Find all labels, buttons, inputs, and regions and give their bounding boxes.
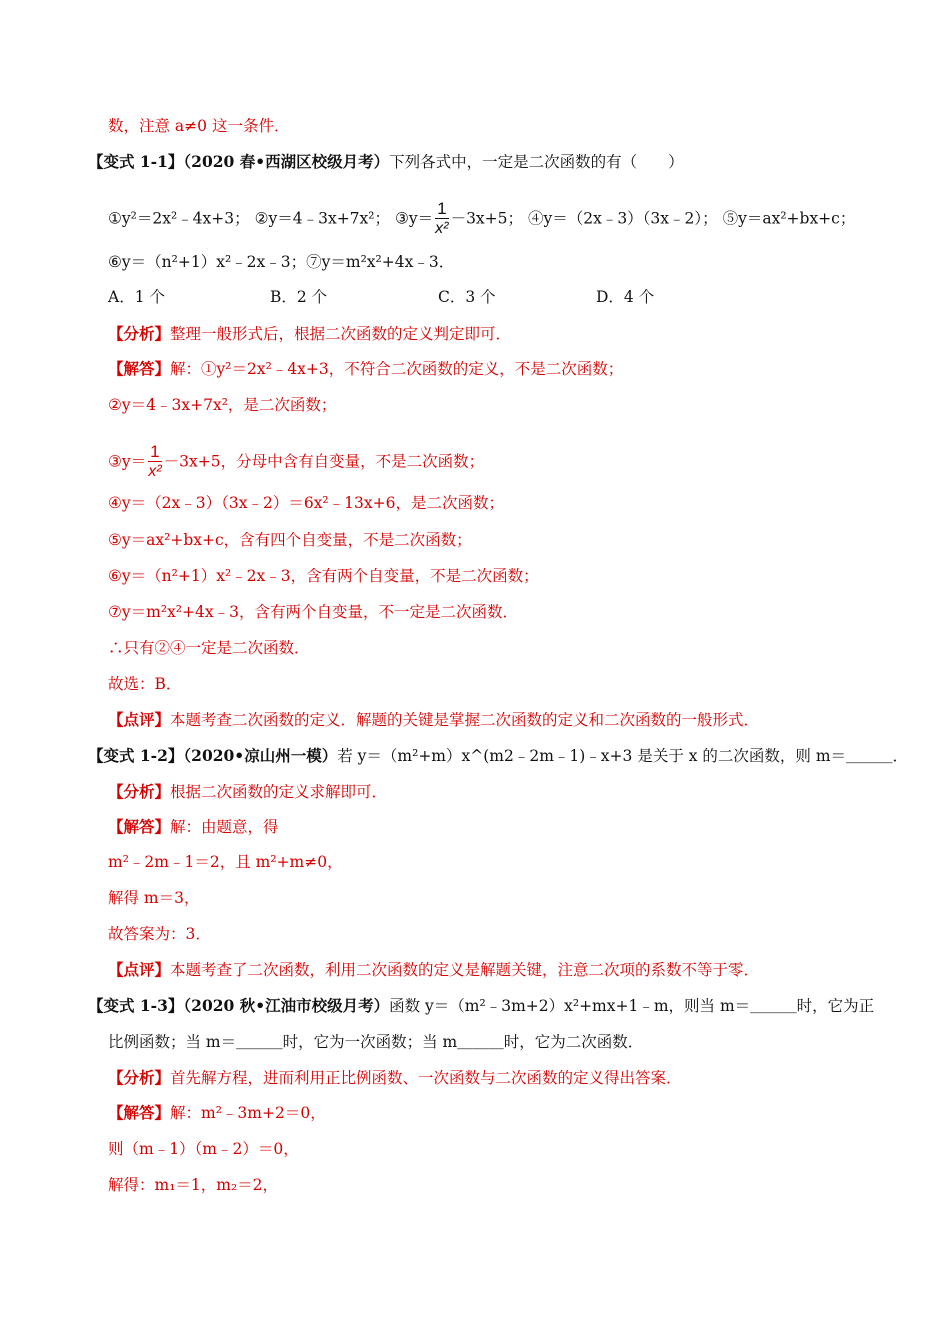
v12-comment: 【点评】本题考查了二次函数，利用二次函数的定义是解题关键，注意二次项的系数不等于零． xyxy=(108,960,760,979)
v11-f1: ①y²＝2x²﹣4x+3； xyxy=(108,209,250,228)
v13-source: （2020 秋•江油市校级月考） xyxy=(183,996,390,1015)
v12-step-3: 故答案为：3． xyxy=(108,925,211,943)
v11-f2: ②y＝4﹣3x+7x²； xyxy=(254,209,390,228)
v12-analysis: 【分析】根据二次函数的定义求解即可． xyxy=(108,782,388,801)
v11-formulas-line1 xyxy=(108,200,855,239)
v11-formulas-line2: ⑥y＝（n²+1）x²﹣2x﹣3；⑦y＝m²x²+4x﹣3． xyxy=(108,253,455,271)
v11-f3-fraction: $\frac{1}{\text{x²}}$ xyxy=(435,199,449,237)
v13-stem-2: 比例函数；当 m＝＿＿＿时，它为一次函数；当 m＿＿＿时，它为二次函数． xyxy=(108,1033,644,1051)
v11-option-d: D．4 个 xyxy=(596,288,655,306)
top-note: 数，注意 a≠0 这一条件． xyxy=(108,117,290,135)
v11-answer-line1: 【解答】解：①y²＝2x²﹣4x+3，不符合二次函数的定义，不是二次函数； xyxy=(108,359,624,378)
v11-tag: 【变式 1-1】 xyxy=(88,152,184,171)
v11-comment: 【点评】本题考查二次函数的定义．解题的关键是掌握二次函数的定义和二次函数的一般形式． xyxy=(108,710,760,729)
v12-answer: 【解答】解：由题意，得 xyxy=(108,817,279,836)
v11-analysis: 【分析】整理一般形式后，根据二次函数的定义判定即可． xyxy=(108,324,512,343)
v13-header xyxy=(88,996,874,1016)
v13-stem-1: 函数 y＝（m²﹣3m+2）x²+mx+1﹣m，则当 m＝＿＿＿时，它为正 xyxy=(389,997,875,1015)
v13-answer: 【解答】解：m²﹣3m+2＝0， xyxy=(108,1103,326,1122)
v12-stem: 若 y＝（m²+m）x^(m2﹣2m﹣1)﹣x+3 是关于 x 的二次函数，则 m＝＿＿＿． xyxy=(337,747,909,765)
v12-step-2: 解得 m＝3， xyxy=(108,889,200,907)
v11-answer-3: ③y＝ $\frac{1}{\text{x²}}$ －3x+5，分母中含有自变量，不是二次函数； xyxy=(108,442,485,480)
v13-step-2: 解得：m₁＝1，m₂＝2， xyxy=(108,1176,279,1194)
v11-answer-7: ⑦y＝m²x²+4x﹣3，含有两个自变量，不一定是二次函数． xyxy=(108,603,518,621)
v13-step-1: 则（m﹣1）（m﹣2）＝0， xyxy=(108,1140,299,1158)
v11-a3-fraction: $\frac{1}{\text{x²}}$ xyxy=(148,442,162,480)
v11-answer-4: ④y＝（2x﹣3）（3x﹣2）＝6x²﹣13x+6，是二次函数； xyxy=(108,494,504,512)
v11-stem: 下列各式中，一定是二次函数的有（ ） xyxy=(389,153,684,171)
v11-answer-2: ②y＝4﹣3x+7x²，是二次函数； xyxy=(108,396,337,414)
v12-header xyxy=(88,746,908,766)
v11-f5: ⑤y＝ax²+bx+c； xyxy=(722,209,856,228)
v11-source: （2020 春•西湖区校级月考） xyxy=(183,152,390,171)
v12-step-1: m²﹣2m﹣1＝2，且 m²+m≠0， xyxy=(108,853,343,871)
v11-f3-post: －3x+5； xyxy=(450,209,524,228)
v11-therefore: ∴只有②④一定是二次函数． xyxy=(108,639,310,657)
v13-tag: 【变式 1-3】 xyxy=(88,996,184,1015)
v11-answer-6: ⑥y＝（n²+1）x²﹣2x﹣3，含有两个自变量，不是二次函数； xyxy=(108,567,539,585)
v11-option-b: B．2 个 xyxy=(270,288,328,306)
v11-option-c: C．3 个 xyxy=(438,288,496,306)
v11-answer-5: ⑤y＝ax²+bx+c，含有四个自变量，不是二次函数； xyxy=(108,531,472,549)
v12-tag: 【变式 1-2】 xyxy=(88,746,184,765)
v11-option-a: A．1 个 xyxy=(108,288,165,306)
v11-f4: ④y＝（2x﹣3）（3x﹣2）； xyxy=(527,209,718,228)
v13-analysis: 【分析】首先解方程，进而利用正比例函数、一次函数与二次函数的定义得出答案． xyxy=(108,1068,682,1087)
v11-choice: 故选：B． xyxy=(108,675,182,693)
v11-f3-pre: ③y＝ xyxy=(394,209,434,228)
v12-source: （2020•凉山州一模） xyxy=(183,746,338,765)
v11-header xyxy=(88,152,684,172)
